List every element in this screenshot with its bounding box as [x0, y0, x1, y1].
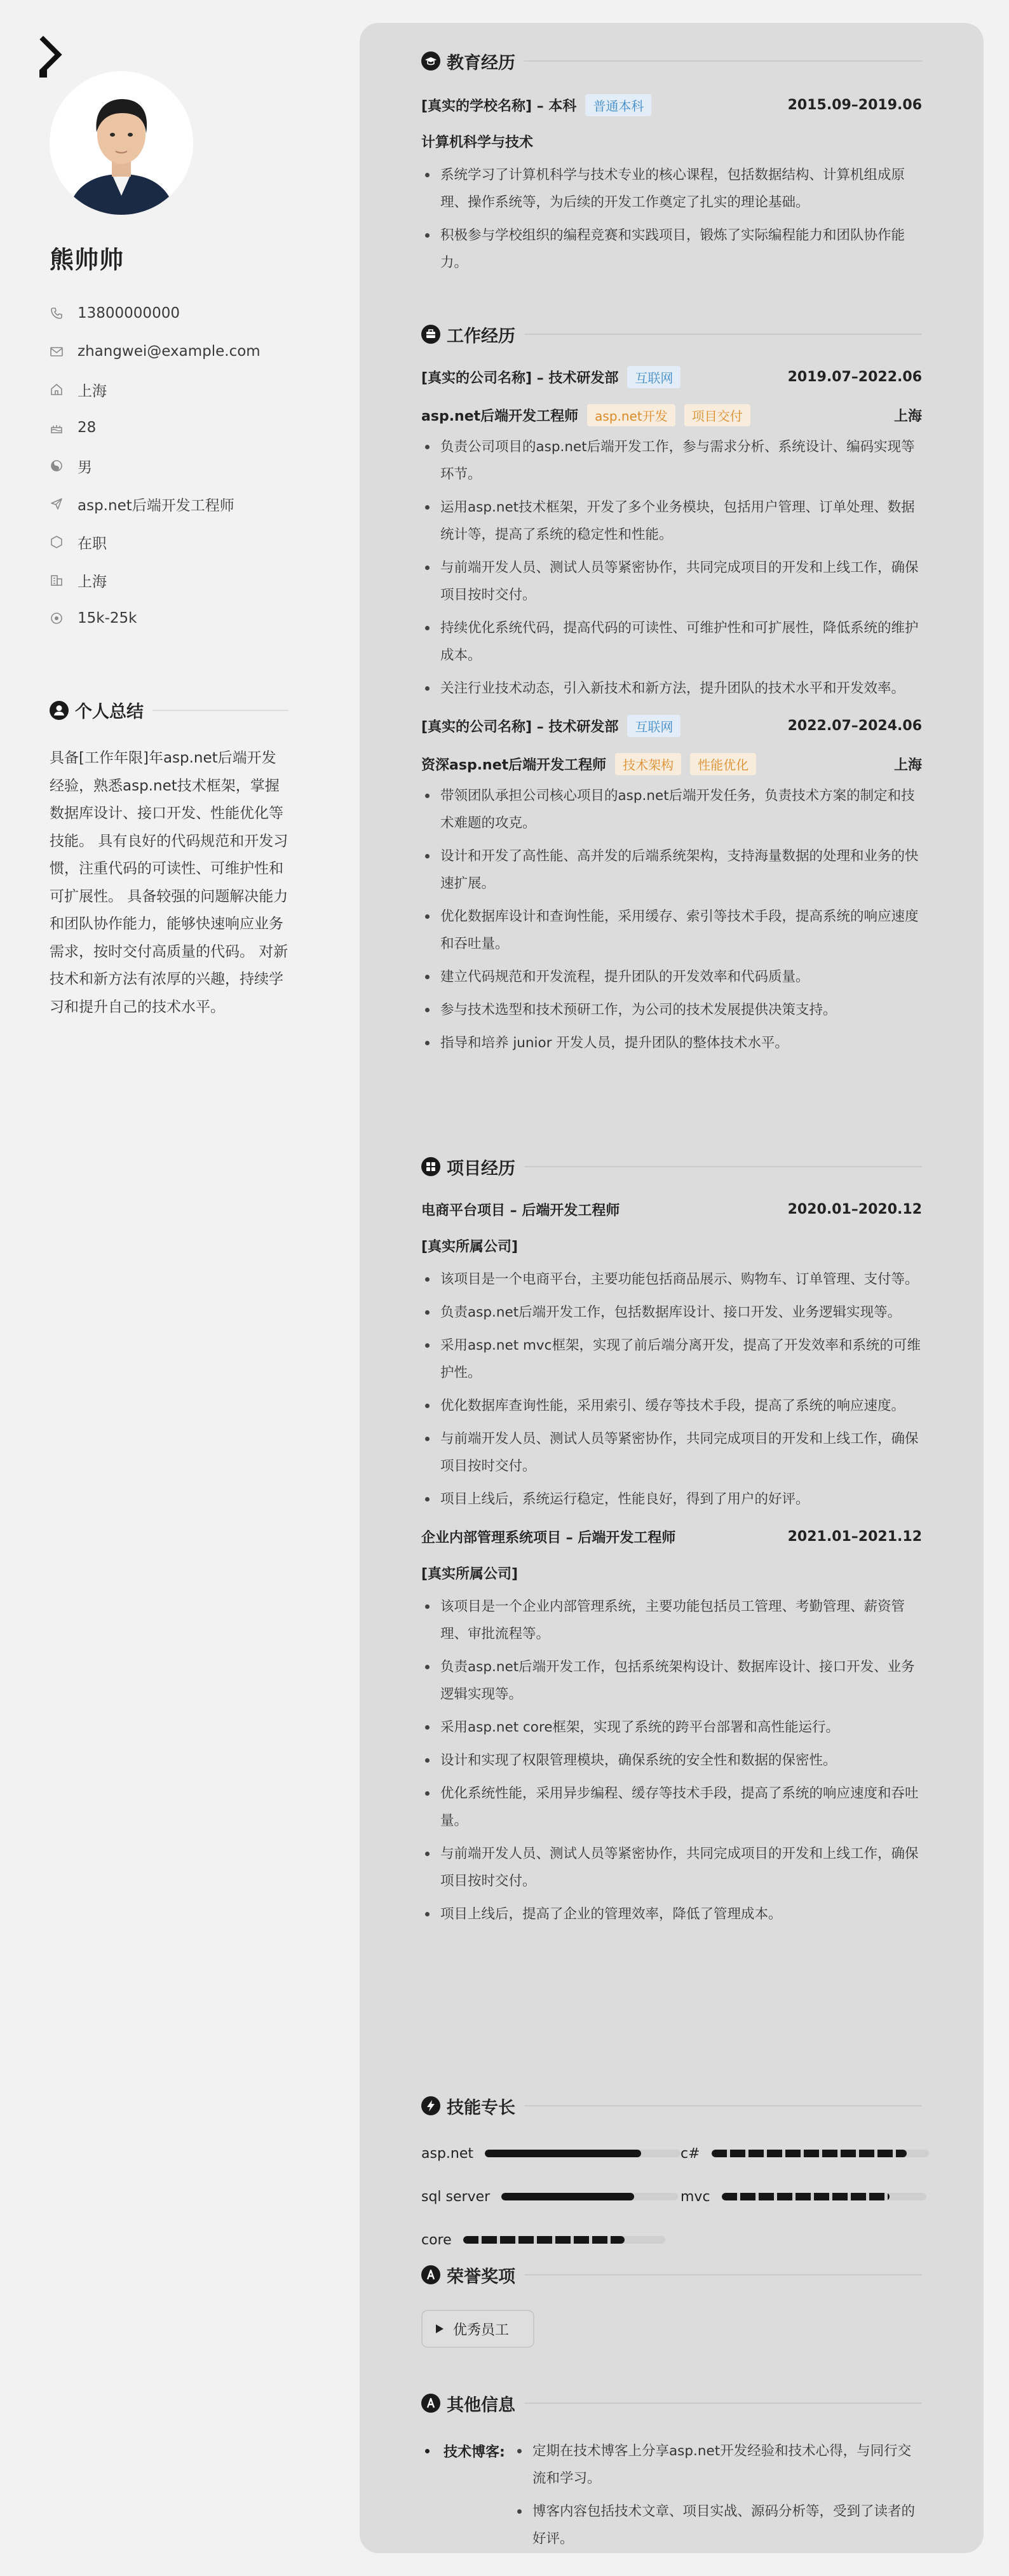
project-row [421, 1522, 922, 1551]
project-name: 电商平台项目 – 后端开发工程师 [421, 1202, 620, 1219]
skills-section [421, 2093, 922, 2118]
summary-text: 具备[工作年限]年asp.net后端开发经验，熟悉asp.net技术框架，掌握数据库设计、接口开发、性能优化等技能。 具有良好的代码规范和开发习惯，注重代码的可读性、可维护性和可扩展性。 具备较强的问题解决能力和团队协作能力，能够快速响应业务需求，按时交付高质量的代码。 对新技术和新方法有浓厚的兴趣，持续学习和提升自己的技术水平。 [50, 750, 288, 1015]
award-icon [421, 2265, 440, 2284]
info-icon [421, 2394, 440, 2413]
list-item: 设计和开发了高性能、高并发的后端系统架构，支持海量数据的处理和业务的快速扩展。 [421, 843, 922, 897]
position-row [421, 400, 922, 430]
list-item: 采用asp.net core框架，实现了系统的跨平台部署和高性能运行。 [421, 1714, 922, 1741]
list-item: 积极参与学校组织的编程竞赛和实践项目，锻炼了实际编程能力和团队协作能力。 [421, 222, 922, 276]
skill-name: sql server [421, 2188, 491, 2205]
project-date: 2021.01–2021.12 [787, 1528, 922, 1545]
send-icon [50, 497, 64, 511]
skill-tag: 技术架构 [615, 753, 681, 775]
section-header: 其他信息 [421, 2390, 922, 2416]
skill-item [421, 2230, 665, 2249]
honors-section [421, 2262, 922, 2288]
section-header: 工作经历 [421, 322, 922, 347]
project-date: 2020.01–2020.12 [787, 1201, 922, 1217]
work-row [421, 362, 922, 391]
user-icon [50, 701, 69, 720]
list-item: 博客内容包括技术文章、项目实战、源码分析等，受到了读者的好评。 [513, 2498, 922, 2552]
skill-item [421, 2187, 678, 2206]
skill-item [421, 2144, 681, 2163]
graduation-cap-icon [421, 51, 440, 71]
education-section [421, 48, 922, 282]
status-icon [50, 535, 64, 549]
skill-bar [722, 2193, 926, 2200]
project-bullets [421, 1593, 922, 1928]
school-name: [真实的学校名称] – 本科 [421, 98, 577, 114]
list-item: 带领团队承担公司核心项目的asp.net后端开发任务，负责技术方案的制定和技术难题的攻克。 [421, 782, 922, 837]
skill-tag: 性能优化 [690, 753, 756, 775]
list-item: 优化系统性能，采用异步编程、缓存等技术手段，提高了系统的响应速度和吞吐量。 [421, 1780, 922, 1834]
company-name: [真实的公司名称] – 技术研发部 [421, 370, 619, 386]
briefcase-icon [421, 325, 440, 344]
phone-icon [50, 306, 64, 320]
contact-work-city: 上海 [50, 561, 261, 599]
section-header: 荣誉奖项 [421, 2262, 922, 2288]
list-item: 指导和培养 junior 开发人员，提升团队的整体技术水平。 [421, 1029, 922, 1057]
summary-header: 个人总结 [50, 698, 288, 722]
avatar [50, 71, 193, 215]
contact-phone: 13800000000 [50, 294, 261, 332]
work-date: 2019.07–2022.06 [787, 369, 922, 385]
list-item: 关注行业技术动态，引入新技术和新方法，提升团队的技术水平和开发效率。 [421, 675, 922, 702]
industry-tag: 互联网 [627, 715, 681, 737]
candidate-name: 熊帅帅 [50, 246, 125, 274]
other-section [421, 2390, 922, 2416]
work-city: 上海 [893, 408, 922, 424]
work-date: 2022.07–2024.06 [787, 717, 922, 734]
grid-icon [421, 1157, 440, 1176]
list-item: 负责asp.net后端开发工作，包括数据库设计、接口开发、业务逻辑实现等。 [421, 1299, 922, 1326]
projects-section [421, 1154, 922, 1934]
position-title: asp.net后端开发工程师 [421, 408, 579, 424]
skill-bar [501, 2193, 678, 2200]
contact-home: 上海 [50, 370, 261, 409]
list-item: 项目上线后，系统运行稳定，性能良好，得到了用户的好评。 [421, 1486, 922, 1513]
main-panel [360, 23, 984, 2553]
education-date: 2015.09–2019.06 [787, 97, 922, 113]
list-item: 优化数据库设计和查询性能，采用缓存、索引等技术手段，提高系统的响应速度和吞吐量。 [421, 903, 922, 958]
list-item: 采用asp.net mvc框架，实现了前后端分离开发，提高了开发效率和系统的可维护性。 [421, 1332, 922, 1386]
project-company: [真实所属公司] [421, 1566, 518, 1582]
education-bullets [421, 161, 922, 276]
list-item: 参与技术选型和技术预研工作，为公司的技术发展提供决策支持。 [421, 996, 922, 1024]
list-item: 优化数据库查询性能，采用索引、缓存等技术手段，提高了系统的响应速度。 [421, 1392, 922, 1420]
skill-tag: asp.net开发 [587, 404, 675, 426]
mail-icon [50, 344, 64, 358]
list-item: 负责公司项目的asp.net后端开发工作，参与需求分析、系统设计、编码实现等环节。 [421, 433, 922, 488]
skill-item [681, 2144, 929, 2163]
industry-tag: 互联网 [627, 366, 681, 388]
position-title: 资深asp.net后端开发工程师 [421, 757, 607, 773]
project-name: 企业内部管理系统项目 – 后端开发工程师 [421, 1529, 676, 1546]
list-item: 建立代码规范和开发流程，提升团队的开发效率和代码质量。 [421, 963, 922, 991]
list-item: 与前端开发人员、测试人员等紧密协作，共同完成项目的开发和上线工作，确保项目按时交付。 [421, 554, 922, 609]
work-city: 上海 [893, 757, 922, 773]
project-row [421, 1195, 922, 1224]
skill-bar [712, 2150, 929, 2157]
list-item: 定期在技术博客上分享asp.net开发经验和技术心得，与同行交流和学习。 [513, 2437, 922, 2492]
work-bullets [421, 782, 922, 1057]
work-section [421, 322, 922, 1062]
skill-bar [463, 2236, 665, 2244]
skill-name: c# [681, 2145, 700, 2162]
home-icon [50, 383, 64, 397]
major: 计算机科学与技术 [421, 135, 534, 151]
logo-icon [39, 36, 65, 78]
cake-icon [50, 421, 64, 435]
skill-item [681, 2187, 926, 2206]
list-item: 该项目是一个电商平台，主要功能包括商品展示、购物车、订单管理、支付等。 [421, 1266, 922, 1293]
other-label: 技术博客: [421, 2437, 505, 2465]
list-item: 与前端开发人员、测试人员等紧密协作，共同完成项目的开发和上线工作，确保项目按时交付。 [421, 1425, 922, 1480]
skill-tag: 项目交付 [684, 404, 750, 426]
work-bullets [421, 433, 922, 702]
building-icon [50, 573, 64, 587]
list-item: 系统学习了计算机科学与技术专业的核心课程，包括数据结构、计算机组成原理、操作系统等，为后续的开发工作奠定了扎实的理论基础。 [421, 161, 922, 216]
company-name: [真实的公司名称] – 技术研发部 [421, 719, 619, 735]
section-header: 项目经历 [421, 1154, 922, 1179]
project-bullets [421, 1266, 922, 1513]
other-bullets [513, 2437, 922, 2558]
list-item: 负责asp.net后端开发工作，包括系统架构设计、数据库设计、接口开发、业务逻辑实现等。 [421, 1653, 922, 1708]
section-header: 技能专长 [421, 2093, 922, 2118]
skill-bar [485, 2150, 681, 2157]
contact-gender: 男 [50, 447, 261, 485]
section-header: 教育经历 [421, 48, 922, 74]
honor-item-button[interactable]: 优秀员工 [421, 2310, 534, 2348]
contact-salary: 15k-25k [50, 599, 261, 637]
list-item: 该项目是一个企业内部管理系统，主要功能包括员工管理、考勤管理、薪资管理、审批流程等。 [421, 1593, 922, 1648]
list-item: 与前端开发人员、测试人员等紧密协作，共同完成项目的开发和上线工作，确保项目按时交付。 [421, 1840, 922, 1895]
contact-position: asp.net后端开发工程师 [50, 485, 261, 523]
contact-email: zhangwei@example.com [50, 332, 261, 370]
list-item: 持续优化系统代码，提高代码的可读性、可维护性和可扩展性，降低系统的维护成本。 [421, 614, 922, 669]
position-row [421, 749, 922, 778]
skill-name: core [421, 2232, 452, 2248]
contact-age: 28 [50, 409, 261, 447]
play-icon [435, 2324, 444, 2334]
list-item: 运用asp.net技术框架，开发了多个业务模块，包括用户管理、订单处理、数据统计等，提高了系统的稳定性和性能。 [421, 494, 922, 548]
skill-name: asp.net [421, 2145, 474, 2162]
gender-icon [50, 459, 64, 473]
degree-tag: 普通本科 [585, 94, 651, 116]
list-item: 设计和实现了权限管理模块，确保系统的安全性和数据的保密性。 [421, 1747, 922, 1774]
skill-name: mvc [681, 2188, 710, 2205]
list-item: 项目上线后，提高了企业的管理效率，降低了管理成本。 [421, 1901, 922, 1928]
salary-icon [50, 611, 64, 625]
contact-list [50, 294, 261, 637]
contact-status: 在职 [50, 523, 261, 561]
work-row [421, 711, 922, 740]
lightning-icon [421, 2096, 440, 2115]
project-company: [真实所属公司] [421, 1239, 518, 1255]
education-row [421, 90, 922, 119]
